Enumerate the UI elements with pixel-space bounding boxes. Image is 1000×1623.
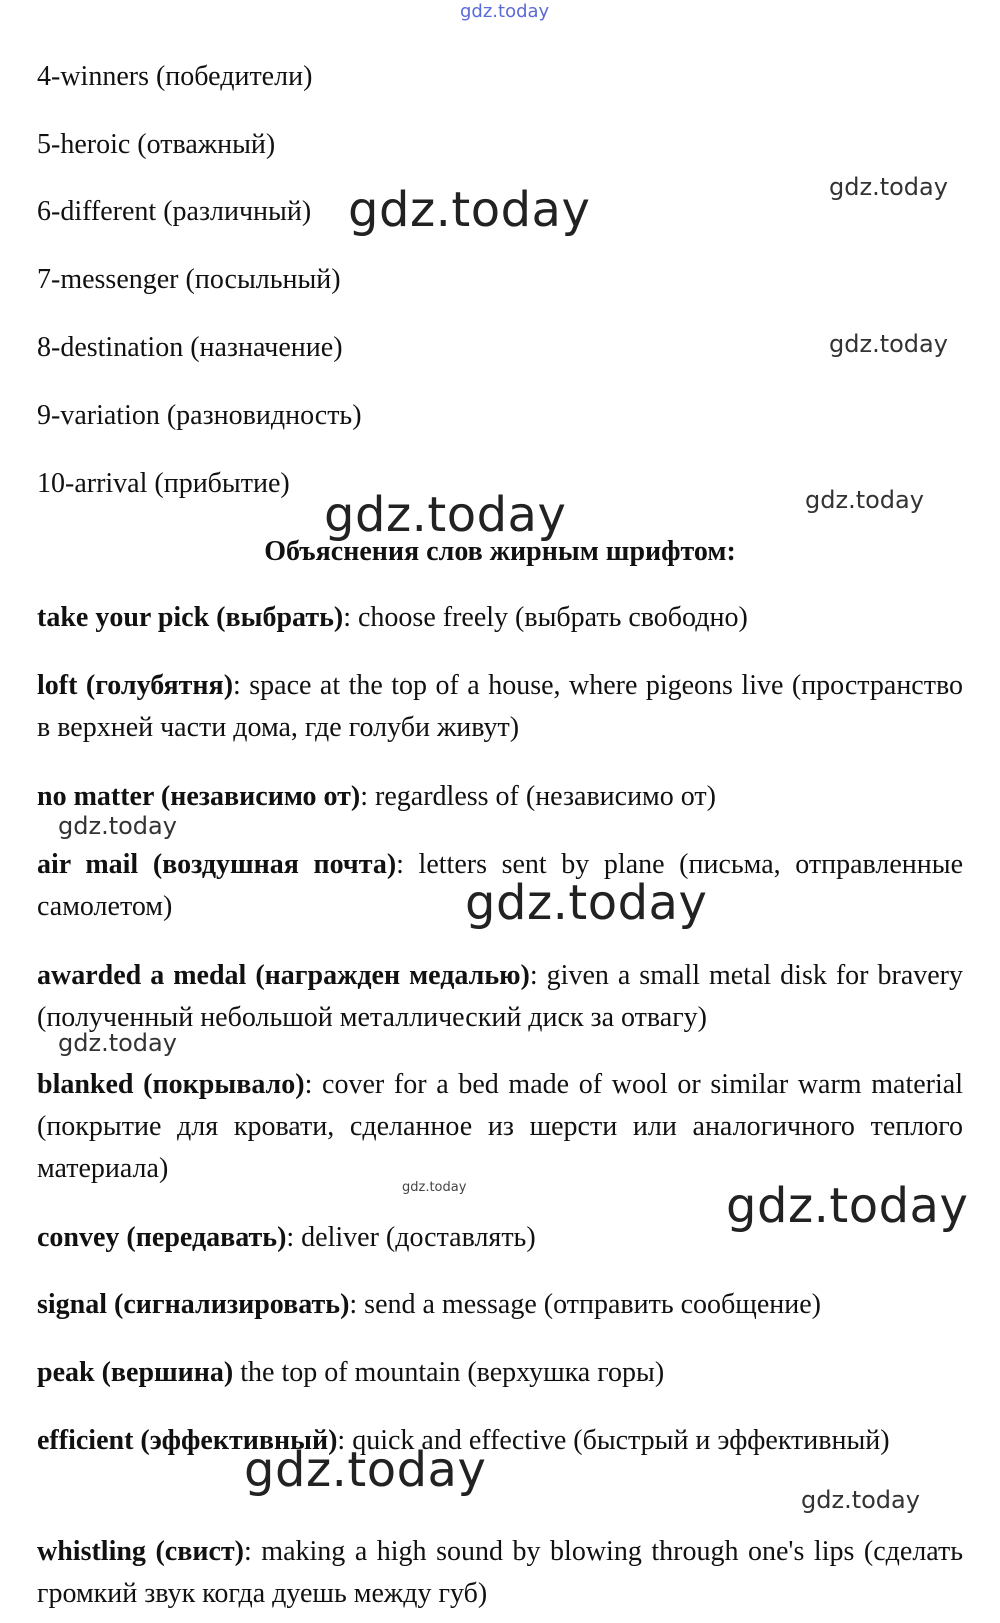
entry-awarded-a-medal bbox=[37, 955, 963, 1039]
entry-definition: : space at the top of a house, where pigeons live (пространство в верхней части дома, где голуби живут) bbox=[37, 670, 963, 743]
entry-take-your-pick bbox=[37, 597, 963, 639]
entry-term: take your pick (выбрать) bbox=[37, 602, 344, 633]
entry-term: blanked (покрывало) bbox=[37, 1069, 305, 1100]
entry-definition: the top of mountain (верхушка горы) bbox=[233, 1357, 665, 1388]
watermark-small: gdz.today bbox=[829, 330, 948, 358]
entry-term: convey (передавать) bbox=[37, 1222, 287, 1253]
list-item-6: 6-different (различный) bbox=[37, 196, 312, 227]
watermark-tiny: gdz.today bbox=[402, 1180, 467, 1195]
list-item-10: 10-arrival (прибытие) bbox=[37, 468, 290, 499]
entry-term: signal (сигнализировать) bbox=[37, 1289, 350, 1320]
entry-term: air mail (воздушная почта) bbox=[37, 849, 397, 880]
section-heading: Объяснения слов жирным шрифтом: bbox=[264, 536, 736, 567]
list-item-9: 9-variation (разновидность) bbox=[37, 400, 362, 431]
entry-definition: : regardless of (независимо от) bbox=[360, 781, 716, 812]
watermark-small: gdz.today bbox=[805, 486, 924, 514]
watermark-small: gdz.today bbox=[829, 173, 948, 201]
entry-definition: : send a message (отправить сообщение) bbox=[349, 1289, 821, 1320]
list-item-7: 7-messenger (посыльный) bbox=[37, 264, 341, 295]
entry-loft bbox=[37, 665, 963, 749]
entry-definition: : choose freely (выбрать свободно) bbox=[343, 602, 748, 633]
entry-definition: : cover for a bed made of wool or similar warm material (покрытие для кровати, сделанное из шерсти или аналогичного теплого материала) bbox=[37, 1069, 963, 1184]
entry-term: awarded a medal (награжден медалью) bbox=[37, 960, 530, 991]
entry-signal bbox=[37, 1284, 963, 1326]
entry-definition: : making a high sound by blowing through one's lips (сделать громкий звук когда дуешь между губ) bbox=[37, 1536, 964, 1609]
entry-term: loft (голубятня) bbox=[37, 670, 234, 701]
entry-definition: : letters sent by plane (письма, отправленные самолетом) bbox=[37, 849, 963, 922]
list-item-4: 4-winners (победители) bbox=[37, 61, 313, 92]
entry-blanked bbox=[37, 1064, 963, 1190]
watermark-large: gdz.today bbox=[465, 875, 708, 931]
watermark-large: gdz.today bbox=[244, 1442, 487, 1498]
entry-efficient bbox=[37, 1420, 963, 1462]
watermark-large: gdz.today bbox=[726, 1178, 969, 1234]
watermark-small: gdz.today bbox=[58, 812, 177, 840]
entry-definition: : quick and effective (быстрый и эффективный) bbox=[337, 1425, 890, 1456]
entry-term: peak (вершина) bbox=[37, 1357, 234, 1388]
watermark-large: gdz.today bbox=[348, 182, 591, 238]
entry-definition: : deliver (доставлять) bbox=[286, 1222, 536, 1253]
watermark-small: gdz.today bbox=[58, 1029, 177, 1057]
entry-term: whistling (свист) bbox=[37, 1536, 244, 1567]
entry-term: no matter (независимо от) bbox=[37, 781, 361, 812]
watermark-large: gdz.today bbox=[324, 487, 567, 543]
watermark-small: gdz.today bbox=[801, 1486, 920, 1514]
watermark-top: gdz.today bbox=[460, 1, 550, 22]
entry-definition: : given a small metal disk for bravery (полученный небольшой металлический диск за отвагу) bbox=[37, 960, 963, 1033]
list-item-5: 5-heroic (отважный) bbox=[37, 129, 276, 160]
entry-term: efficient (эффективный) bbox=[37, 1425, 338, 1456]
list-item-8: 8-destination (назначение) bbox=[37, 332, 343, 363]
entry-whistling bbox=[37, 1531, 963, 1615]
entry-peak bbox=[37, 1352, 963, 1394]
